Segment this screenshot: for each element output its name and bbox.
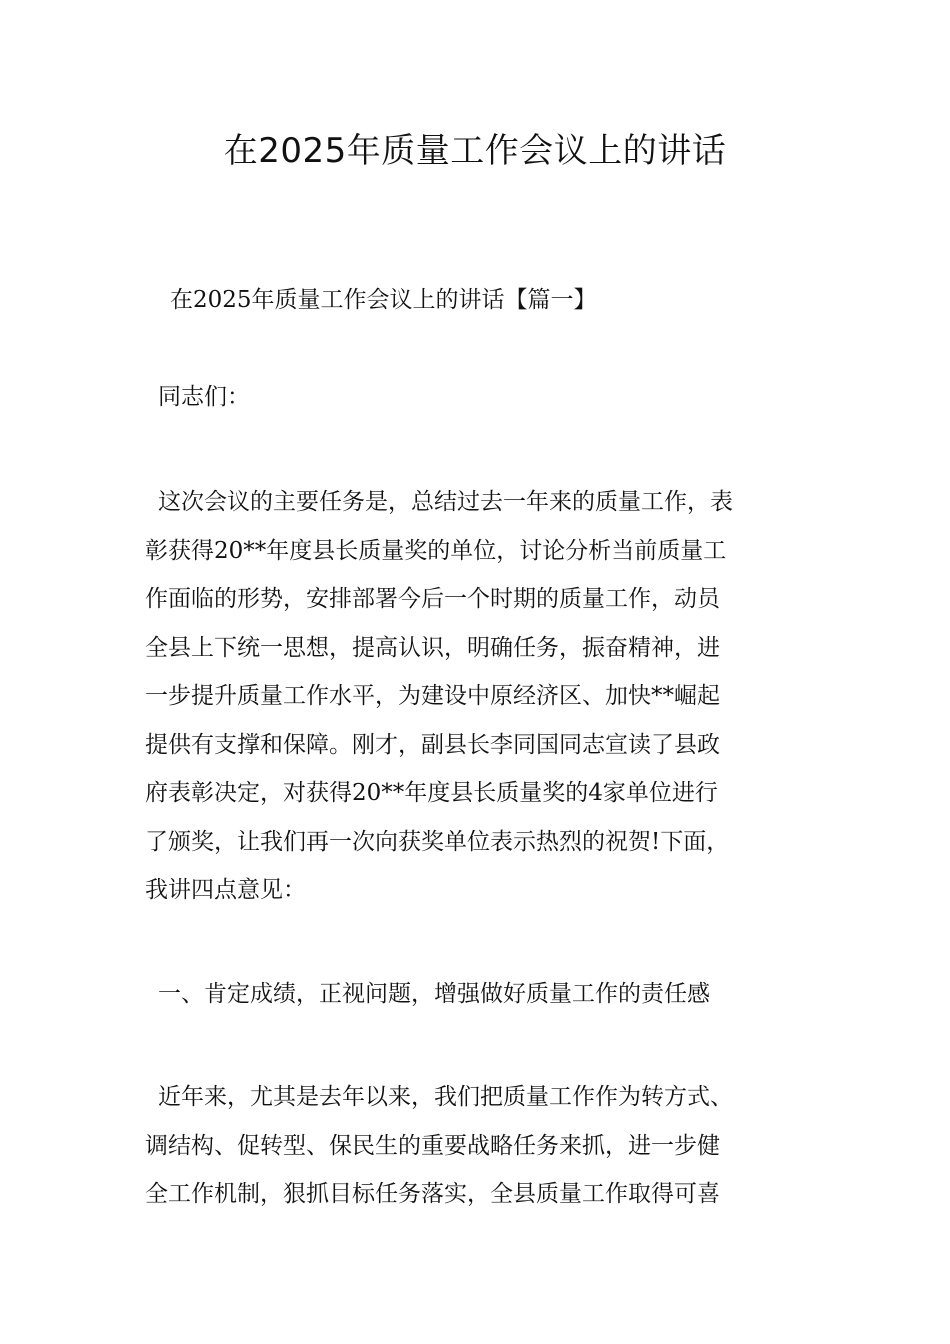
paragraph-line: 一步提升质量工作水平，为建设中原经济区、加快**崛起	[145, 683, 720, 709]
document-title: 在2025年质量工作会议上的讲话	[223, 131, 727, 171]
paragraph-line: 了颁奖，让我们再一次向获奖单位表示热烈的祝贺!下面，	[145, 828, 730, 855]
paragraph-line: 我讲四点意见：	[145, 877, 306, 903]
paragraph-line: 近年来，尤其是去年以来，我们把质量工作作为转方式、	[158, 1084, 733, 1110]
paragraph-line: 提供有支撑和保障。刚才，副县长李同国同志宣读了县政	[145, 731, 720, 758]
section-subtitle: 在2025年质量工作会议上的讲话【篇一】	[170, 287, 597, 313]
paragraph-line: 彰获得20**年度县长质量奖的单位，讨论分析当前质量工	[145, 537, 727, 564]
paragraph-line: 作面临的形势，安排部署今后一个时期的质量工作，动员	[145, 586, 720, 612]
paragraph-line: 全县上下统一思想，提高认识，明确任务，振奋精神，进	[145, 634, 720, 661]
paragraph-line: 这次会议的主要任务是，总结过去一年来的质量工作，表	[158, 489, 733, 515]
paragraph-1	[145, 478, 815, 915]
paragraph-line: 调结构、促转型、保民生的重要战略任务来抓，进一步健	[145, 1132, 720, 1159]
paragraph-line: 府表彰决定，对获得20**年度县长质量奖的4家单位进行	[145, 780, 718, 806]
paragraph-line: 全工作机制，狠抓目标任务落实，全县质量工作取得可喜	[145, 1181, 720, 1207]
greeting: 同志们：	[158, 384, 250, 410]
section-heading-1: 一、肯定成绩，正视问题，增强做好质量工作的责任感	[158, 981, 710, 1007]
paragraph-2	[145, 1073, 815, 1219]
